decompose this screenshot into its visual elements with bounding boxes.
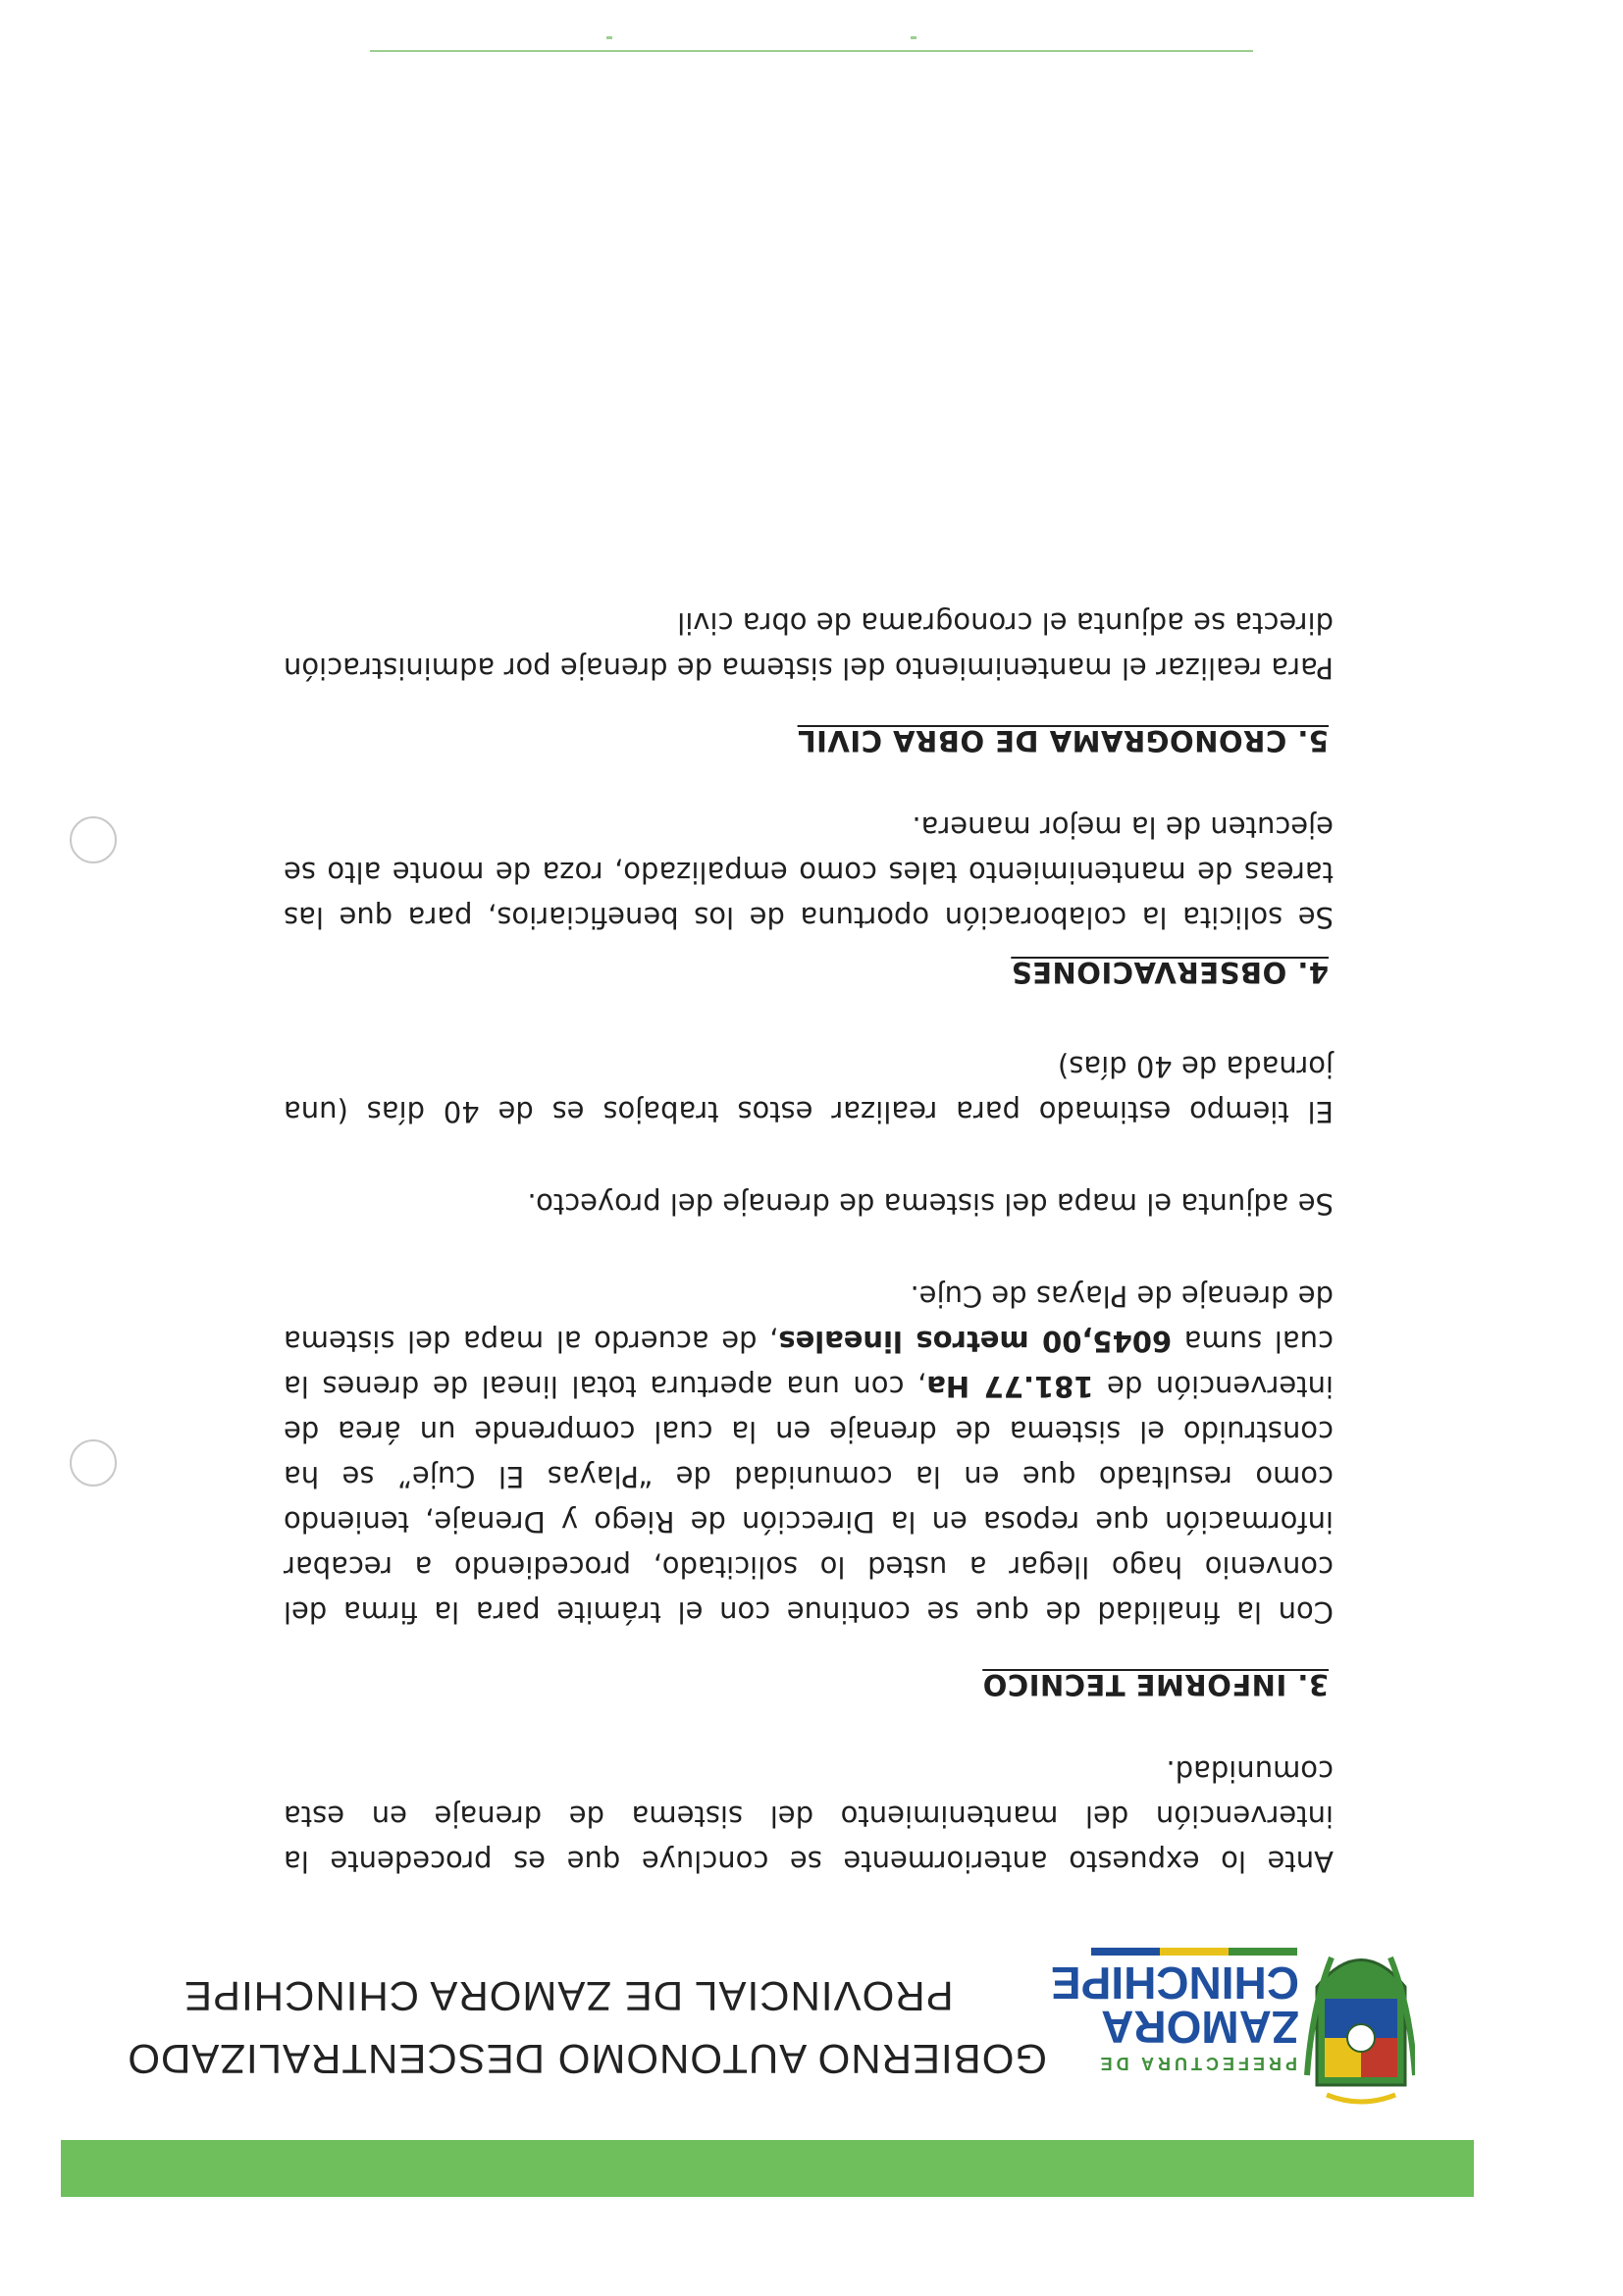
drain-length: 6045,00 metros lineales <box>778 1325 1173 1358</box>
prefectura-logo <box>1013 1928 1415 2105</box>
footer-mark <box>911 36 916 39</box>
logo-name-line1: ZAMORA <box>1101 2002 1299 2053</box>
intro-paragraph: Ante lo expuesto anteriormente se concluye que es procedente la intervención del mantenimiento del sistema de drenaje en esta comunidad. <box>284 1754 1334 1878</box>
intervention-area: 181.77 Ha <box>926 1370 1094 1403</box>
government-title-line2: PROVINCIAL DE ZAMORA CHINCHIPE <box>183 1973 954 2019</box>
section-3-text-b: , con una apertura total lineal de drenes la cual suma <box>284 1325 1334 1403</box>
government-title <box>127 1964 1047 2090</box>
section-3-text-a: Con la finalidad de que se continue con el trámite para la firma del convenio hago llegar a usted lo solicitado, procediendo a recabar información que reposa en la Dirección de Riego y Drenaje, teniendo como resultado que en la comunidad de “Playas El Cuje” se ha construido el sistema de drenaje en la cual comprende un área de intervención de <box>284 1370 1334 1629</box>
section-5-paragraph-1: Para realizar el mantenimiento del sistema de drenaje por administración directa se adjunta el cronograma de obra civil <box>284 606 1334 685</box>
footer-mark <box>606 36 612 39</box>
section-4-paragraph-1: Se solicita la colaboración oportuna de los beneficiarios, para que las tareas de mantenimiento tales como empalizado, roza de monte alto se ejecuten de la mejor manera. <box>284 810 1334 934</box>
section-3-paragraph-1 <box>284 1274 1334 1635</box>
section-4-heading: 4. OBSERVACIONES <box>1011 956 1329 989</box>
section-3-paragraph-2: Se adjunta el mapa del sistema de drenaje del proyecto. <box>527 1187 1334 1221</box>
footer-rule <box>370 50 1253 52</box>
logo-name-line2: CHINCHIPE <box>1050 1957 1299 2009</box>
section-3-text-c: , de acuerdo al mapa del sistema de drenaje de Playas de Cuje. <box>284 1279 1334 1358</box>
section-3-heading: 3. INFORME TECNICO <box>982 1668 1329 1701</box>
letterhead <box>127 1918 1415 2105</box>
government-title-line1: GOBIERNO AUTONOMO DESCENTRALIZADO <box>127 2036 1047 2082</box>
punch-hole <box>70 816 117 863</box>
document-body <box>284 600 1334 1884</box>
logo-top-text: PREFECTURA DE <box>1096 2054 1297 2073</box>
section-3-paragraph-3: El tiempo estimado para realizar estos trabajos es de 40 días (una jornada de 40 días) <box>284 1050 1334 1128</box>
section-5-heading: 5. CRONOGRAMA DE OBRA CIVIL <box>797 724 1329 757</box>
punch-hole <box>70 1439 117 1487</box>
header-green-bar <box>61 2140 1474 2197</box>
